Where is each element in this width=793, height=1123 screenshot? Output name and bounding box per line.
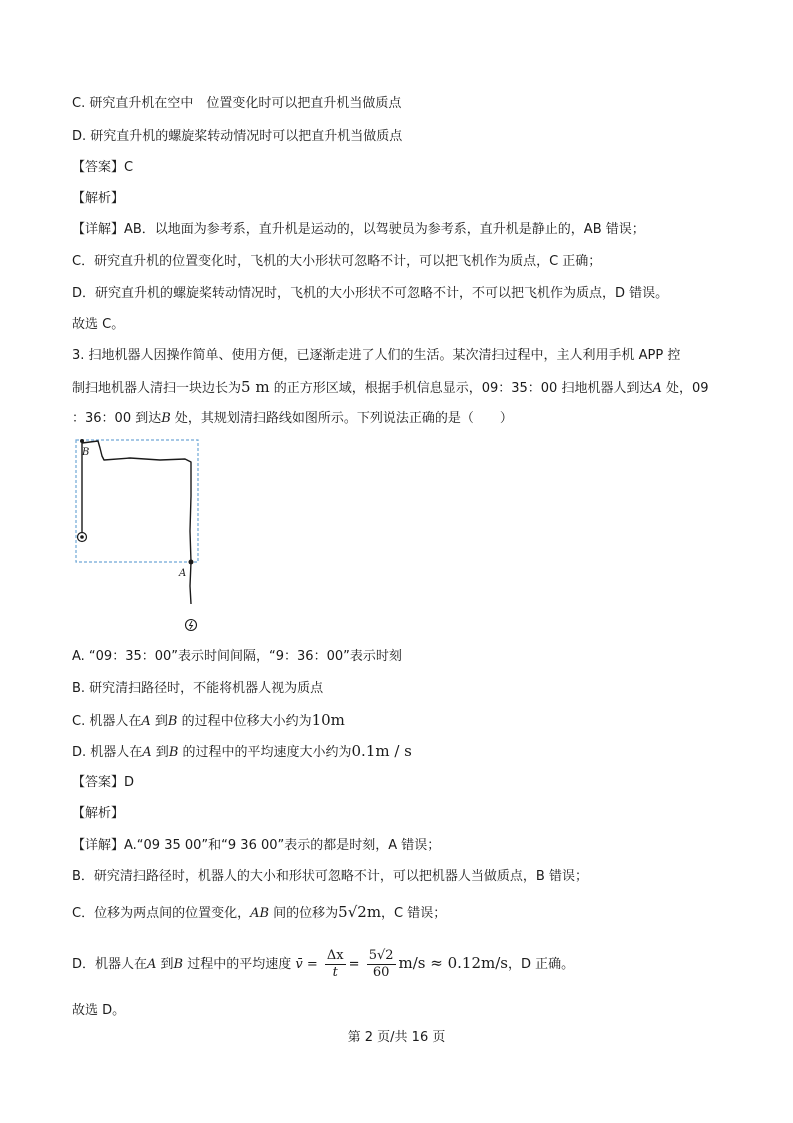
q2-detail-c: C．研究直升机的位置变化时，飞机的大小形状可忽略不计，可以把飞机作为质点，C 正确； <box>72 254 602 269</box>
q2-detail-d: D．研究直升机的螺旋桨转动情况时，飞机的大小形状不可忽略不计，不可以把飞机作为质点，D 错误。 <box>72 286 669 301</box>
q3-detail-a: 【详解】A.“09 35 00”和“9 36 00”表示的都是时刻，A 错误； <box>72 838 441 853</box>
page-footer: 第 2 页/共 16 页 <box>347 1030 446 1045</box>
q2-conclusion: 故选 C。 <box>72 317 125 332</box>
q3-stem-line-1: 3. 扫地机器人因操作简单、使用方便，已逐渐走进了人们的生活。某次清扫过程中，主人利用手机 APP 控 <box>72 348 681 363</box>
q2-option-c: C. 研究直升机在空中 位置变化时可以把直升机当做质点 <box>72 96 402 111</box>
label-b: B <box>82 447 90 458</box>
label-a: A <box>179 568 187 579</box>
q3-option-c: C. 机器人在A 到B 的过程中位移大小约为10m <box>72 711 345 729</box>
q3-detail-b: B．研究清扫路径时，机器人的大小和形状可忽略不计，可以把机器人当做质点，B 错误； <box>72 869 588 884</box>
q2-analysis-heading: 【解析】 <box>72 191 125 206</box>
q3-analysis-heading: 【解析】 <box>72 806 125 821</box>
cleaning-route <box>82 441 191 604</box>
q3-detail-c: C．位移为两点间的位置变化，AB 间的位移为5√2m，C 错误； <box>72 903 447 921</box>
point-b-marker <box>80 439 84 443</box>
q3-detail-d: D．机器人在A 到B 过程中的平均速度 v̄ = $\frac{\Delta x}{t}$ = $\frac{5√2}{60}$ m/s ≈ 0.12m/s，D 正确。 <box>72 948 575 980</box>
point-a-marker <box>189 560 194 565</box>
fraction-5root2-over-60: $\frac{5√2}{60}$ <box>368 948 394 980</box>
q2-detail-ab: 【详解】AB．以地面为参考系，直升机是运动的，以驾驶员为参考系，直升机是静止的，AB 错误； <box>72 222 645 237</box>
q3-stem-line-3: ：36：00 到达B 处，其规划清扫路线如图所示。下列说法正确的是（ ） <box>72 411 513 426</box>
q2-option-d: D. 研究直升机的螺旋桨转动情况时可以把直升机当做质点 <box>72 129 403 144</box>
q3-stem-line-2: 制扫地机器人清扫一块边长为5 m 的正方形区域，根据手机信息显示，09：35：00 扫地机器人到达A 处，09 <box>72 378 709 396</box>
charger-icon <box>186 620 197 631</box>
q3-conclusion: 故选 D。 <box>72 1003 126 1018</box>
q3-cleaning-path-figure <box>70 436 210 636</box>
q3-answer: 【答案】D <box>72 775 135 790</box>
q3-option-a: A. “09：35：00”表示时间间隔，“9：36：00”表示时刻 <box>72 649 402 664</box>
q3-option-d: D. 机器人在A 到B 的过程中的平均速度大小约为0.1m / s <box>72 742 412 760</box>
q2-answer: 【答案】C <box>72 160 134 175</box>
q3-option-b: B. 研究清扫路径时，不能将机器人视为质点 <box>72 681 324 696</box>
fraction-dx-over-t: $\frac{\Delta x}{t}$ <box>326 948 344 980</box>
